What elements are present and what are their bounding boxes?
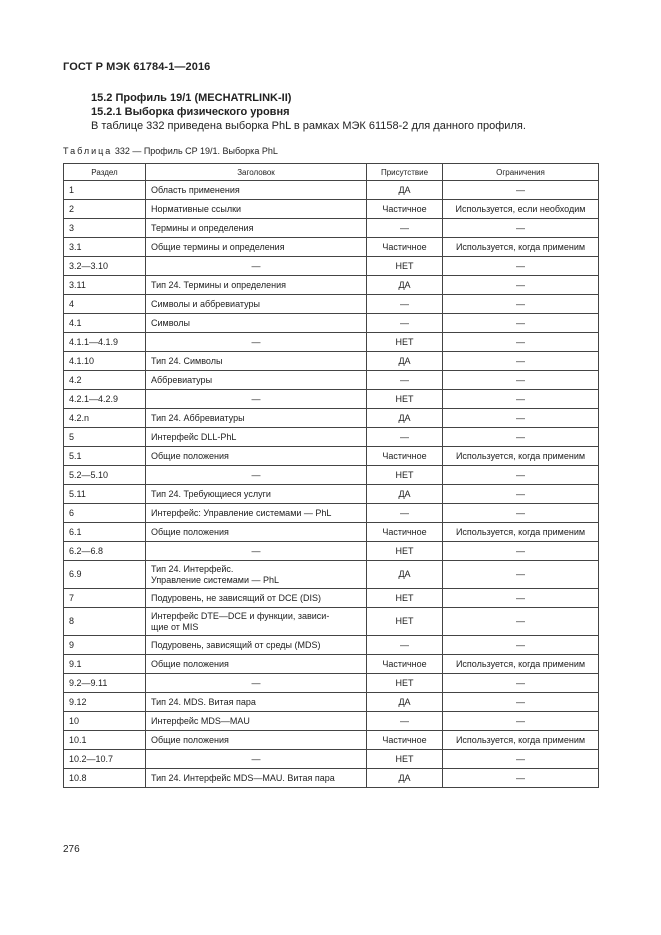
cell-presence [367, 314, 443, 333]
table-row [64, 219, 599, 238]
cell-presence [367, 542, 443, 561]
cell-title-text: Общие положения [151, 526, 229, 537]
cell-presence [367, 428, 443, 447]
cell-limitations [443, 409, 599, 428]
cell-section [64, 693, 146, 712]
cell-presence [367, 333, 443, 352]
cell-limitations [443, 750, 599, 769]
cell-section-text: 9.1 [69, 658, 82, 669]
cell-limitations-text: — [516, 715, 525, 726]
table-row [64, 542, 599, 561]
cell-section [64, 561, 146, 589]
cell-presence [367, 390, 443, 409]
cell-limitations-text: — [516, 639, 525, 650]
cell-title [146, 589, 367, 608]
cell-title [146, 542, 367, 561]
cell-limitations [443, 181, 599, 200]
cell-limitations-text: — [516, 507, 525, 518]
cell-limitations-text: — [516, 772, 525, 783]
cell-limitations [443, 712, 599, 731]
cell-presence-text: — [400, 317, 409, 328]
cell-section-text: 3.11 [69, 279, 86, 290]
cell-limitations [443, 314, 599, 333]
cell-limitations [443, 333, 599, 352]
table-row [64, 295, 599, 314]
cell-title-text: Тип 24. MDS. Витая пара [151, 696, 256, 707]
cell-limitations-text: Используется, когда применим [455, 526, 586, 537]
cell-title [146, 409, 367, 428]
cell-limitations [443, 428, 599, 447]
table-row [64, 712, 599, 731]
cell-title-text: Нормативные ссылки [151, 203, 242, 214]
cell-limitations [443, 371, 599, 390]
cell-section [64, 731, 146, 750]
cell-presence [367, 447, 443, 466]
cell-title-text-line2: Управление системами — PhL [151, 574, 280, 585]
table-row [64, 750, 599, 769]
cell-section-text: 9 [69, 639, 75, 650]
cell-title-text: — [251, 260, 261, 271]
cell-section-text: 5.2—5.10 [69, 469, 109, 480]
subsection-heading: 15.2.1 Выборка физического уровня [91, 106, 290, 118]
cell-title [146, 257, 367, 276]
intro-paragraph: В таблице 332 приведена выборка PhL в рамках МЭК 61158-2 для данного профиля. [91, 120, 526, 132]
table-row [64, 238, 599, 257]
cell-presence-text: Частичное [382, 658, 427, 669]
cell-presence-text: ДА [398, 412, 411, 423]
cell-limitations-text: — [516, 412, 525, 423]
cell-title-text: Тип 24. Аббревиатуры [151, 412, 245, 423]
cell-section-text: 10 [69, 715, 80, 726]
cell-presence-text: ДА [398, 279, 411, 290]
cell-section [64, 219, 146, 238]
cell-presence-text: ДА [398, 488, 411, 499]
cell-limitations [443, 238, 599, 257]
cell-section-text: 9.2—9.11 [69, 677, 108, 688]
cell-limitations-text: — [516, 279, 525, 290]
cell-section-text: 10.2—10.7 [69, 753, 114, 764]
cell-limitations [443, 636, 599, 655]
cell-limitations-text: Используется, когда применим [455, 450, 586, 461]
cell-limitations-text: Используется, если необходим [455, 203, 586, 214]
cell-title-text: Тип 24. Требующиеся услуги [151, 488, 271, 499]
cell-title-text: Аббревиатуры [151, 374, 213, 385]
cell-title [146, 693, 367, 712]
cell-title-text: Тип 24. Термины и определения [151, 279, 286, 290]
cell-section [64, 314, 146, 333]
cell-title [146, 333, 367, 352]
cell-limitations-text: — [516, 374, 525, 385]
cell-presence [367, 485, 443, 504]
cell-presence-text: Частичное [382, 203, 427, 214]
cell-presence-text: — [400, 222, 409, 233]
cell-presence [367, 257, 443, 276]
cell-title-text: Общие положения [151, 734, 229, 745]
cell-limitations [443, 693, 599, 712]
cell-limitations-text: — [516, 222, 525, 233]
cell-presence [367, 608, 443, 636]
cell-limitations-text: — [516, 469, 525, 480]
cell-limitations-text: — [516, 677, 525, 688]
table-row [64, 276, 599, 295]
cell-title-text: — [251, 545, 261, 556]
cell-presence-text: — [400, 431, 409, 442]
table-row [64, 200, 599, 219]
cell-section-text: 10.8 [69, 772, 87, 783]
cell-title-text: Общие положения [151, 658, 229, 669]
cell-title-text: Тип 24. Интерфейс. [151, 563, 234, 574]
cell-section-text: 4.2.1—4.2.9 [69, 393, 119, 404]
cell-section [64, 655, 146, 674]
cell-section [64, 485, 146, 504]
cell-presence [367, 181, 443, 200]
cell-limitations [443, 276, 599, 295]
table-row [64, 523, 599, 542]
cell-section [64, 589, 146, 608]
table-row [64, 447, 599, 466]
cell-limitations [443, 769, 599, 788]
cell-limitations [443, 523, 599, 542]
cell-presence [367, 219, 443, 238]
cell-limitations [443, 352, 599, 371]
cell-presence [367, 238, 443, 257]
cell-section-text: 3 [69, 222, 75, 233]
cell-limitations-text: — [516, 431, 525, 442]
cell-presence [367, 636, 443, 655]
cell-presence [367, 589, 443, 608]
cell-presence [367, 466, 443, 485]
cell-section-text: 4.1.1—4.1.9 [69, 336, 119, 347]
cell-title-text: Общие термины и определения [151, 241, 285, 252]
cell-title [146, 523, 367, 542]
cell-presence-text: Частичное [382, 241, 427, 252]
cell-limitations [443, 466, 599, 485]
cell-title [146, 371, 367, 390]
cell-section-text: 6.9 [69, 569, 82, 579]
cell-title [146, 314, 367, 333]
cell-title [146, 276, 367, 295]
cell-title-text: Общие положения [151, 450, 229, 461]
cell-presence [367, 674, 443, 693]
cell-presence [367, 504, 443, 523]
cell-title-text: Термины и определения [151, 222, 254, 233]
cell-section-text: 4 [69, 298, 75, 309]
cell-section [64, 428, 146, 447]
cell-presence-text: ДА [398, 184, 411, 195]
cell-section [64, 712, 146, 731]
cell-presence [367, 731, 443, 750]
cell-section-text: 9.12 [69, 696, 87, 707]
cell-title-text: Интерфейс DTE—DCE и функции, зависи- [151, 610, 330, 621]
cell-section [64, 674, 146, 693]
cell-section [64, 504, 146, 523]
cell-title [146, 608, 367, 636]
cell-title [146, 504, 367, 523]
cell-title-text-line2: щие от MIS [151, 621, 199, 632]
table-row [64, 314, 599, 333]
cell-limitations-text: — [516, 184, 525, 195]
cell-title-text: — [251, 336, 261, 347]
col-header-limitations: Ограничения [443, 164, 599, 181]
cell-limitations [443, 542, 599, 561]
cell-title-text: — [251, 469, 261, 480]
cell-presence-text: НЕТ [395, 393, 414, 404]
cell-limitations [443, 655, 599, 674]
table-row [64, 674, 599, 693]
cell-presence-text: — [400, 639, 409, 650]
cell-presence-text: Частичное [382, 450, 427, 461]
cell-title [146, 636, 367, 655]
cell-section-text: 4.1.10 [69, 355, 95, 366]
table-row [64, 731, 599, 750]
cell-section-text: 1 [69, 184, 75, 195]
cell-limitations-text: — [516, 260, 525, 271]
cell-title-text: — [251, 677, 261, 688]
cell-section [64, 200, 146, 219]
cell-section [64, 181, 146, 200]
cell-presence [367, 352, 443, 371]
cell-presence [367, 712, 443, 731]
cell-title-text: Подуровень, зависящий от среды (MDS) [151, 639, 321, 650]
cell-presence [367, 561, 443, 589]
cell-title [146, 352, 367, 371]
document-header: ГОСТ Р МЭК 61784-1—2016 [63, 61, 211, 73]
cell-section [64, 466, 146, 485]
cell-presence-text: — [400, 298, 409, 309]
cell-limitations-text: — [516, 696, 525, 707]
cell-presence-text: НЕТ [395, 592, 414, 603]
col-header-title: Заголовок [146, 164, 367, 181]
cell-title [146, 447, 367, 466]
cell-presence [367, 276, 443, 295]
cell-limitations [443, 447, 599, 466]
cell-title [146, 750, 367, 769]
cell-limitations [443, 608, 599, 636]
cell-section-text: 6 [69, 507, 75, 518]
cell-section-text: 8 [69, 616, 75, 626]
cell-section [64, 447, 146, 466]
table-row [64, 769, 599, 788]
cell-presence-text: ДА [398, 355, 411, 366]
cell-presence-text: Частичное [382, 734, 427, 745]
cell-section-text: 7 [69, 592, 75, 603]
cell-title-text: Тип 24. Символы [151, 355, 223, 366]
cell-section [64, 371, 146, 390]
profile-table [63, 163, 599, 788]
table-row [64, 333, 599, 352]
cell-presence [367, 769, 443, 788]
cell-presence-text: НЕТ [395, 753, 414, 764]
cell-limitations-text: — [516, 298, 525, 309]
cell-limitations [443, 485, 599, 504]
cell-title-text: — [251, 753, 261, 764]
cell-limitations [443, 674, 599, 693]
cell-limitations-text: — [516, 569, 525, 579]
cell-title-text: Символы и аббревиатуры [151, 298, 260, 309]
cell-title-text: Интерфейс MDS—MAU [151, 715, 250, 726]
cell-title [146, 769, 367, 788]
cell-title-text: — [251, 393, 261, 404]
cell-limitations [443, 589, 599, 608]
table-row [64, 693, 599, 712]
cell-title [146, 485, 367, 504]
cell-section [64, 750, 146, 769]
cell-limitations-text: — [516, 355, 525, 366]
cell-limitations-text: Используется, когда применим [455, 241, 586, 252]
cell-section [64, 238, 146, 257]
cell-presence-text: НЕТ [395, 616, 414, 626]
cell-section [64, 523, 146, 542]
cell-presence-text: ДА [398, 569, 411, 579]
cell-limitations [443, 390, 599, 409]
cell-limitations [443, 219, 599, 238]
table-row [64, 504, 599, 523]
cell-title [146, 295, 367, 314]
cell-title [146, 655, 367, 674]
cell-section [64, 409, 146, 428]
cell-presence [367, 750, 443, 769]
table-row [64, 636, 599, 655]
cell-section-text: 3.2—3.10 [69, 260, 109, 271]
cell-section-text: 5.1 [69, 450, 82, 461]
cell-title [146, 181, 367, 200]
cell-presence-text: НЕТ [395, 545, 414, 556]
cell-title [146, 466, 367, 485]
cell-limitations-text: — [516, 616, 525, 626]
cell-limitations-text: Используется, когда применим [455, 658, 586, 669]
cell-title [146, 238, 367, 257]
cell-presence-text: ДА [398, 696, 411, 707]
caption-label: Таблица [63, 146, 113, 156]
table-row [64, 409, 599, 428]
cell-section-text: 3.1 [69, 241, 82, 252]
cell-title [146, 219, 367, 238]
cell-presence [367, 200, 443, 219]
cell-section-text: 4.2.n [69, 412, 90, 423]
table-caption [63, 146, 278, 156]
cell-presence-text: — [400, 507, 409, 518]
cell-title [146, 428, 367, 447]
col-header-section: Раздел [64, 164, 146, 181]
cell-presence-text: НЕТ [395, 336, 414, 347]
cell-section [64, 636, 146, 655]
table-row [64, 352, 599, 371]
cell-presence [367, 371, 443, 390]
table-row [64, 589, 599, 608]
cell-section [64, 352, 146, 371]
cell-limitations-text: — [516, 488, 525, 499]
cell-presence-text: НЕТ [395, 469, 414, 480]
table-row [64, 608, 599, 636]
cell-section [64, 333, 146, 352]
table-row [64, 181, 599, 200]
cell-presence-text: — [400, 374, 409, 385]
section-heading: 15.2 Профиль 19/1 (MECHATRLINK-II) [91, 92, 292, 104]
cell-title-text: Тип 24. Интерфейс MDS—MAU. Витая пара [151, 772, 335, 783]
cell-section [64, 295, 146, 314]
cell-section-text: 5.11 [69, 488, 86, 499]
cell-section-text: 5 [69, 431, 75, 442]
caption-text: 332 — Профиль CP 19/1. Выборка PhL [114, 146, 278, 156]
cell-title-text: Область применения [151, 184, 240, 195]
table-row [64, 257, 599, 276]
table-header-row [64, 164, 599, 181]
col-header-presence: Присутствие [367, 164, 443, 181]
cell-section-text: 6.1 [69, 526, 82, 537]
cell-limitations-text: — [516, 753, 525, 764]
cell-limitations-text: — [516, 545, 525, 556]
cell-section-text: 4.2 [69, 374, 82, 385]
cell-presence-text: — [400, 715, 409, 726]
table-row [64, 466, 599, 485]
cell-title-text: Подуровень, не зависящий от DCE (DIS) [151, 592, 321, 603]
cell-title [146, 731, 367, 750]
page-number: 276 [63, 844, 80, 855]
cell-section-text: 4.1 [69, 317, 82, 328]
cell-title-text: Интерфейс DLL-PhL [151, 431, 237, 442]
cell-limitations-text: — [516, 336, 525, 347]
cell-section-text: 10.1 [69, 734, 87, 745]
cell-presence-text: НЕТ [395, 260, 414, 271]
cell-presence [367, 409, 443, 428]
cell-limitations [443, 257, 599, 276]
cell-section [64, 276, 146, 295]
cell-presence [367, 693, 443, 712]
cell-presence [367, 523, 443, 542]
cell-title-text: Символы [151, 317, 190, 328]
cell-limitations [443, 561, 599, 589]
cell-presence [367, 655, 443, 674]
table-row [64, 655, 599, 674]
cell-limitations-text: — [516, 317, 525, 328]
cell-presence-text: ДА [398, 772, 411, 783]
table-row [64, 428, 599, 447]
cell-title [146, 712, 367, 731]
table-row [64, 371, 599, 390]
cell-limitations [443, 295, 599, 314]
cell-title [146, 674, 367, 693]
cell-title [146, 390, 367, 409]
cell-presence [367, 295, 443, 314]
table-row [64, 561, 599, 589]
table-body [64, 181, 599, 788]
cell-title [146, 200, 367, 219]
cell-section-text: 2 [69, 203, 75, 214]
cell-limitations [443, 731, 599, 750]
table-row [64, 390, 599, 409]
cell-limitations-text: — [516, 592, 525, 603]
cell-limitations-text: Используется, когда применим [455, 734, 586, 745]
cell-section [64, 390, 146, 409]
cell-title-text: Интерфейс: Управление системами — PhL [151, 507, 332, 518]
cell-section-text: 6.2—6.8 [69, 545, 104, 556]
cell-section [64, 769, 146, 788]
cell-presence-text: НЕТ [395, 677, 414, 688]
cell-limitations-text: — [516, 393, 525, 404]
cell-limitations [443, 504, 599, 523]
table-row [64, 485, 599, 504]
cell-limitations [443, 200, 599, 219]
cell-section [64, 608, 146, 636]
cell-section [64, 257, 146, 276]
cell-presence-text: Частичное [382, 526, 427, 537]
cell-section [64, 542, 146, 561]
cell-title [146, 561, 367, 589]
